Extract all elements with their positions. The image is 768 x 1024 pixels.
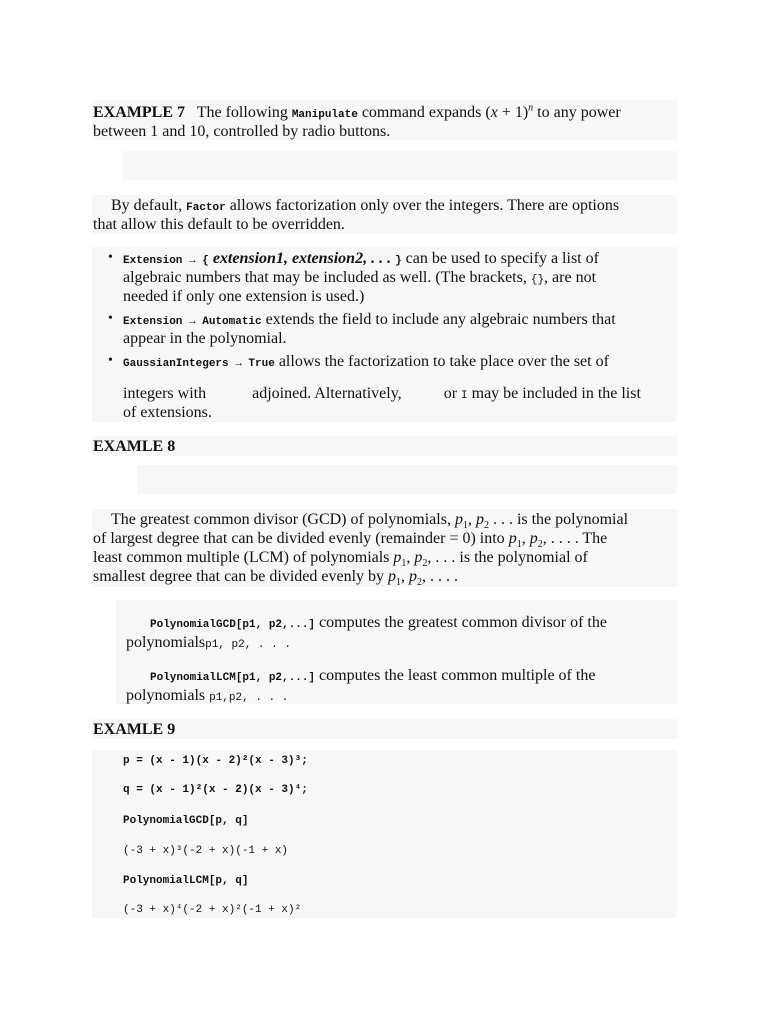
factor-paragraph [92,195,677,234]
text: The greatest common divisor (GCD) of polynomials, [111,511,451,528]
text: , [401,568,410,585]
gcd-lcm-definitions [116,600,677,704]
var-p: p [409,568,418,585]
text: allows factorization only over the integers. There are options [229,197,620,214]
code-args: p1, p2, . . . [205,639,291,651]
text: , . . . . The [542,530,608,547]
text: , are not [544,269,597,286]
arg-extensions: extension1, extension2, . . . [212,250,392,267]
sub: 1 [516,539,522,551]
manipulate-output-area [123,151,677,180]
output-cell: (-3 + x)⁴(-2 + x)²(-1 + x)² [123,904,302,916]
var-p: p [454,511,463,528]
input-cell: PolynomialLCM[p, q] [123,875,249,887]
text: polynomials [126,634,206,651]
example-7-paragraph [92,100,677,140]
example-9-heading-row [92,719,677,739]
var-x: x [490,104,498,121]
sub: 2 [417,577,423,589]
exp-n: n [528,102,534,114]
var-p: p [475,511,484,528]
sub: 2 [483,520,489,532]
text: . . . is the polynomial [492,511,629,528]
bullet: • [108,250,113,265]
code-polynomialgcd: PolynomialGCD[p1, p2,...] [150,619,316,631]
text: of largest degree that can be divided evenly (remainder = 0) into [93,530,505,547]
text: allows the factorization to take place over the set of [278,353,609,370]
gcd-paragraph [92,509,677,587]
options-list [92,247,677,422]
example-8-heading: EXAMLE 8 [93,438,176,455]
code-polynomiallcm: PolynomialLCM[p1, p2,...] [150,672,316,684]
code-factor: Factor [186,202,226,214]
var-p: p [388,568,397,585]
code-braces: {} [530,274,545,286]
text: extends the field to include any algebraic numbers that [265,311,616,328]
input-cell: PolynomialGCD[p, q] [123,815,249,827]
input-cell: q = (x - 1)²(x - 2)(x - 3)⁴; [123,784,308,796]
text: , [467,511,476,528]
text: , . . . is the polynomial of [427,549,588,566]
sub: 1 [396,577,402,589]
text: of extensions. [123,404,212,421]
example-8-input-area [137,465,677,494]
text: to any power [533,104,621,121]
text: polynomials [126,687,206,704]
bullet: • [108,311,113,326]
sub: 2 [537,539,543,551]
code-args: p1,p2, . . . [209,692,289,704]
text: computes the least common multiple of the [319,667,596,684]
text: that allow this default to be overridden. [93,216,345,233]
var-p: p [414,549,423,566]
text: , [406,549,415,566]
code-extension-automatic: Extension → Automatic [123,316,262,328]
text: or [443,385,458,402]
sub: 1 [401,558,407,570]
code-i: I [461,390,468,402]
text: integers with [123,385,207,402]
code-brace: } [395,255,402,267]
code-extension: Extension → { [123,255,209,267]
example-9-code-cells [92,750,677,918]
example-9-heading: EXAMLE 9 [93,721,176,738]
sub: 2 [422,558,428,570]
text: command expands ( [361,104,491,121]
var-p: p [508,530,517,547]
text: can be used to specify a list of [405,250,599,267]
text: By default, [111,197,183,214]
text: adjoined. Alternatively, [252,385,402,402]
sub: 1 [462,520,468,532]
var-p: p [529,530,538,547]
output-cell: (-3 + x)³(-2 + x)(-1 + x) [123,845,289,857]
text: appear in the polynomial. [123,330,287,347]
text: + 1) [497,104,529,121]
var-p: p [393,549,402,566]
text: needed if only one extension is used.) [123,288,365,305]
text: may be included in the list [471,385,641,402]
example-7-heading: EXAMPLE 7 [93,104,185,121]
text: computes the greatest common divisor of the [319,614,607,631]
text: , . . . . [422,568,459,585]
bullet: • [108,353,113,368]
input-cell: p = (x - 1)(x - 2)²(x - 3)³; [123,755,308,767]
code-manipulate: Manipulate [291,109,358,121]
text: algebraic numbers that may be included as well. (The brackets, [123,269,527,286]
example-8-heading-row [92,436,677,456]
text: , [521,530,530,547]
text: smallest degree that can be divided evenly by [93,568,385,585]
text: least common multiple (LCM) of polynomials [93,549,390,566]
text: The following [196,104,288,121]
text: between 1 and 10, controlled by radio buttons. [93,123,391,140]
code-gaussian-integers: GaussianIntegers → True [123,358,275,370]
